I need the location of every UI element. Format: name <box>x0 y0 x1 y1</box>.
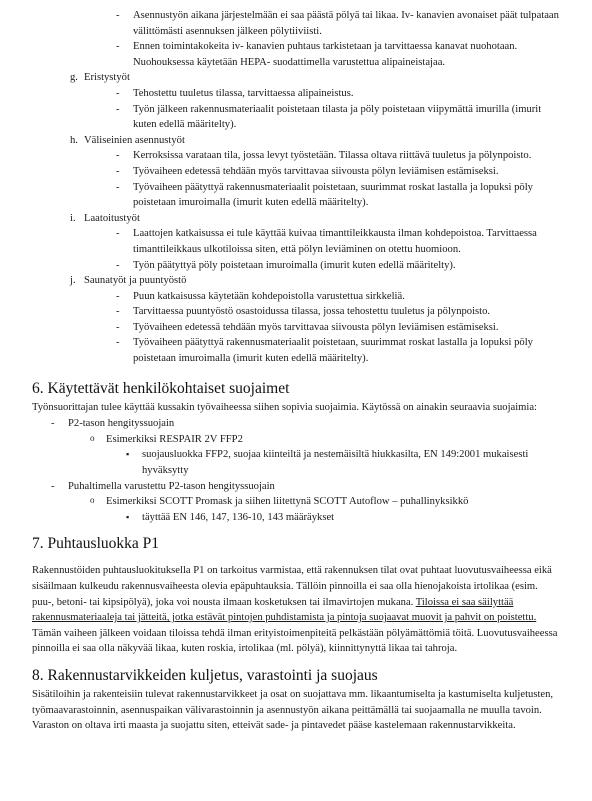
subsection-letter: i. <box>70 212 76 224</box>
subsection-g-list <box>32 86 562 133</box>
underlined-text: Tiloissa ei saa säilyttää rakennusmateriaaleja tai jätteitä, jotka estävät pintojen puhdistamista ja pintoja suojaavat muovit ja pahvit on poistettu. <box>32 596 537 624</box>
list-item: - Työvaiheen edetessä tehdään myös tarvittavaa siivousta pölyn leviämisen estämiseksi. <box>32 164 562 180</box>
section-8-heading: 8. Rakennustarvikkeiden kuljetus, varastointi ja suojaus <box>32 666 378 684</box>
subsection-letter: h. <box>70 134 78 146</box>
list-item: - Työvaiheen päätyttyä rakennusmateriaalit poistetaan, suurimmat roskat lastalla ja lopuksi pöly poistetaan imuroimalla (imurit kuten edellä määritelty). <box>32 335 562 366</box>
subsection-title: Eristystyöt <box>84 72 130 84</box>
list-item: - Tarvittaessa puuntyöstö osastoidussa tilassa, jossa tehostettu tuuletus ja pölynpoisto. <box>32 304 562 320</box>
paragraph-text: Rakennustöiden puhtausluokituksella P1 on tarkoitus varmistaa, että rakennuksen tilat ovat puhtaat luovutusvaiheessa eikä sisäilmaan kulkeudu rakennusvaiheesta olevia epäpuhtauksia. Tällöin pinnoilla ei saa olla hienojakoista irtolikaa (esim. puu-, betoni- tai kipsipölyä), joka voi nousta ilmaan kosketuksen tai ilmavirtojen mukana. <box>32 565 552 608</box>
ppe-detail: ▪ täyttää EN 146, 147, 136-10, 143 määräykset <box>32 510 562 526</box>
subsection-i-list <box>32 226 562 273</box>
list-item: - Asennustyön aikana järjestelmään ei saa päästä pölyä tai likaa. Iv- kanavien avonaiset päät tulpataan välittömästi asennuksen jälkeen pölytiiviisti. <box>32 8 562 39</box>
section-7-heading: 7. Puhtausluokka P1 <box>32 535 160 553</box>
ppe-detail: ▪ suojausluokka FFP2, suojaa kiinteiltä ja nestemäisiltä hiukkasilta, EN 149:2001 mukaisesti hyväksytty <box>32 447 562 478</box>
list-item: - Puun katkaisussa käytetään kohdepoistolla varustettua sirkkeliä. <box>32 289 562 305</box>
subsection-letter: g. <box>70 72 78 84</box>
ppe-example: o Esimerkiksi SCOTT Promask ja siihen liitettynä SCOTT Autoflow – puhallinyksikkö <box>32 494 562 510</box>
subsection-letter: j. <box>70 275 76 287</box>
section-6-intro: Työnsuorittajan tulee käyttää kussakin työvaiheessa siihen sopivia suojaimia. Käytössä on ainakin seuraavia suojaimia: <box>32 401 537 413</box>
subsection-i <box>32 211 562 227</box>
list-item: - Työn päätyttyä pöly poistetaan imuroimalla (imurit kuten edellä määritelty). <box>32 258 562 274</box>
ppe-example: o Esimerkiksi RESPAIR 2V FFP2 <box>32 432 562 448</box>
list-item: - Työvaiheen päätyttyä rakennusmateriaalit poistetaan, suurimmat roskat lastalla ja lopuksi pöly poistetaan imuroimalla (imurit kuten edellä määritelty). <box>32 180 562 211</box>
section-6-heading: 6. Käytettävät henkilökohtaiset suojaimet <box>32 379 290 397</box>
section-7-paragraph <box>32 563 562 657</box>
subsection-h <box>32 133 562 149</box>
subsection-title: Väliseinien asennustyöt <box>84 134 185 146</box>
subsection-title: Laatoitustyöt <box>84 212 140 224</box>
paragraph-text: Tämän vaiheen jälkeen voidaan tiloissa tehdä ilman erityistoimenpiteitä pelkästään pölyämättömiä töitä. Luovutusvaiheessa pinnoilla ei saa olla näkyvää likaa, kuten roskia, irtolikaa (ml. pölyä), kiinnittynyttä likaa tai tahroja. <box>32 627 558 655</box>
list-item: - Tehostettu tuuletus tilassa, tarvittaessa alipaineistus. <box>32 86 562 102</box>
section-8-paragraph: Sisätiloihin ja rakenteisiin tulevat rakennustarvikkeet ja osat on suojattava mm. likaantumiselta ja kastumiselta kuljetusten, työmaavarastoinnin, asennuspaikan välivarastoinnin ja asennustyön aikana peittämällä tai suojaamalla ne muulla tavoin. Varaston on oltava irti maasta ja suojattu siten, etteivät sade- ja pintavedet pääse kastelemaan rakennustarvikkeita. <box>32 688 554 732</box>
subsection-h-list <box>32 148 562 210</box>
subsection-j <box>32 273 562 289</box>
ppe-list <box>32 416 562 525</box>
ppe-item-label: - P2-tason hengityssuojain <box>32 416 562 432</box>
subsection-title: Saunatyöt ja puuntyöstö <box>84 275 187 287</box>
list-item: - Laattojen katkaisussa ei tule käyttää kuivaa timanttileikkausta ilman kohdepoistoa. Tarvittaessa timanttileikkaus ulkotiloissa siten, että pölyn leviäminen on otettu huomioon. <box>32 226 562 257</box>
top-bullet-list <box>32 8 562 70</box>
list-item: - Työn jälkeen rakennusmateriaalit poistetaan tilasta ja pöly poistetaan viipymättä imurilla (imurit kuten edellä määritelty). <box>32 102 562 133</box>
subsection-j-list <box>32 289 562 367</box>
ppe-item-label: - Puhaltimella varustettu P2-tason hengityssuojain <box>32 479 562 495</box>
list-item: - Ennen toimintakokeita iv- kanavien puhtaus tarkistetaan ja tarvittaessa kanavat nuohotaan. Nuohouksessa käytetään HEPA- suodattimella varustettua alipaineistajaa. <box>32 39 562 70</box>
subsection-g <box>32 70 562 86</box>
list-item: - Työvaiheen edetessä tehdään myös tarvittavaa siivousta pölyn leviämisen estämiseksi. <box>32 320 562 336</box>
list-item: - Kerroksissa varataan tila, jossa levyt työstetään. Tilassa oltava riittävä tuuletus ja pölynpoisto. <box>32 148 562 164</box>
